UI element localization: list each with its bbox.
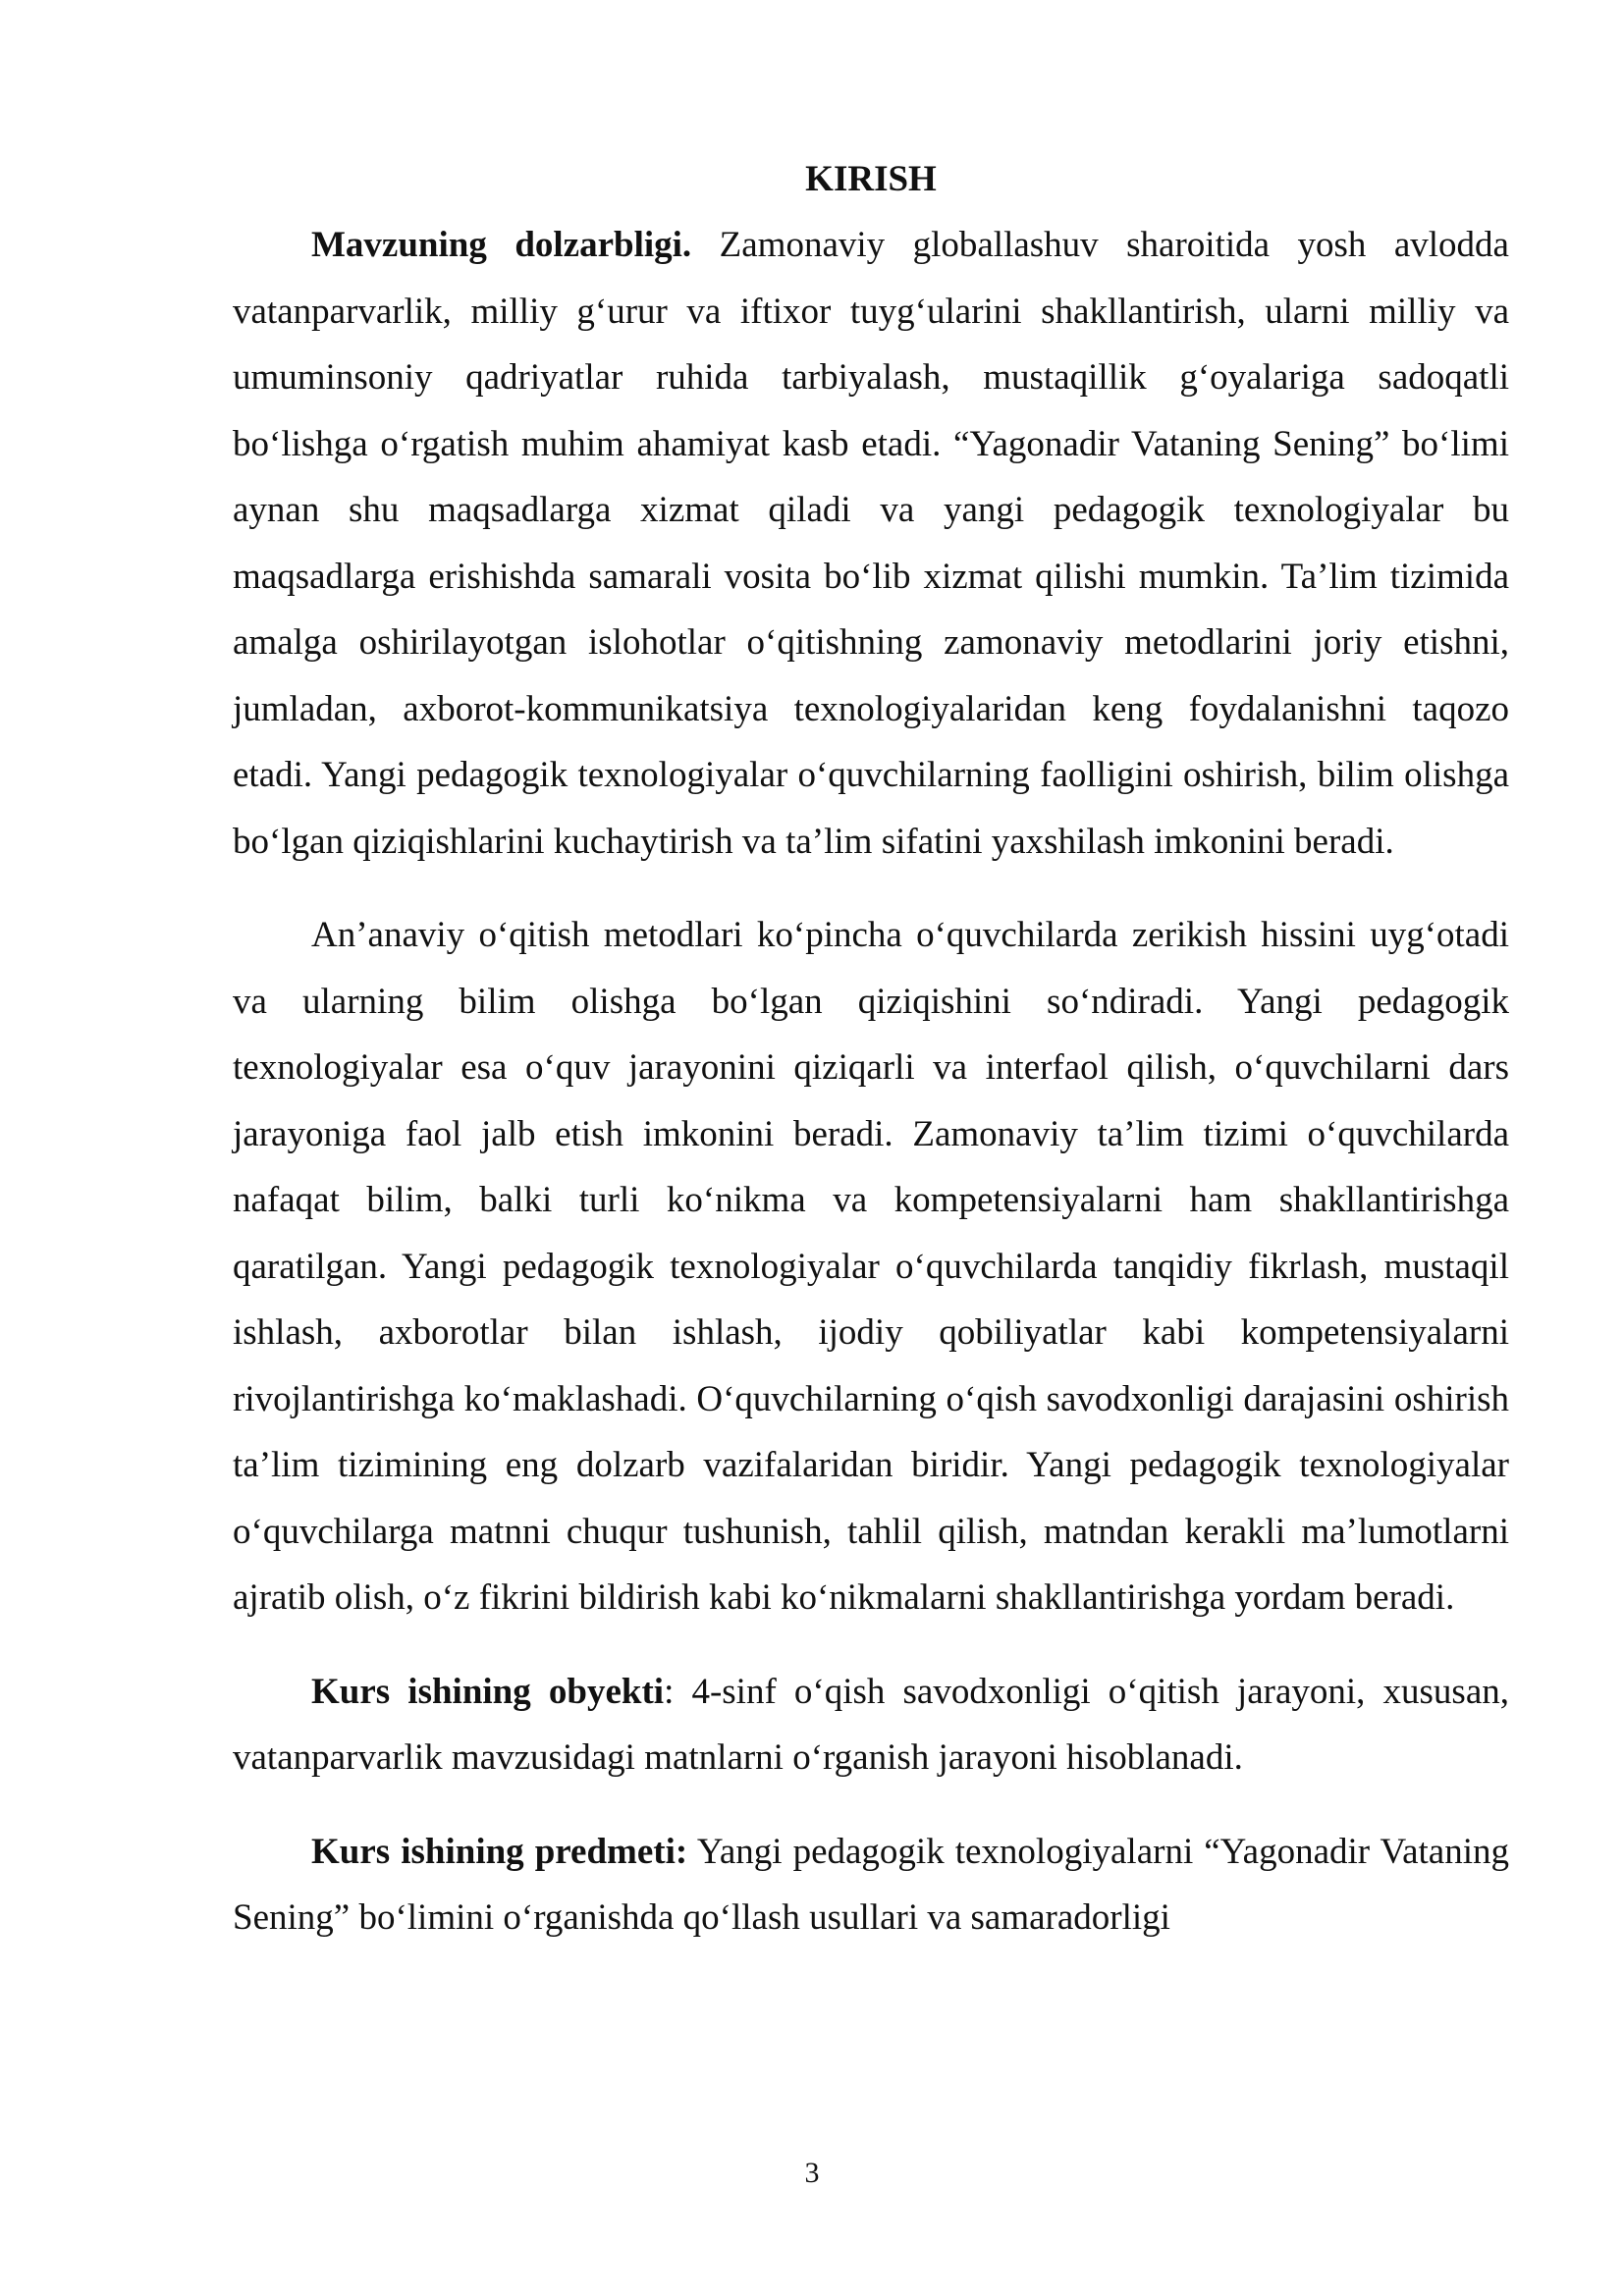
page-content <box>233 147 1509 1951</box>
paragraph-subject <box>233 1819 1509 1951</box>
paragraph-relevance <box>233 212 1509 875</box>
paragraph-lead: Mavzuning dolzarbligi. <box>311 225 692 265</box>
paragraph-text: An’anaviy o‘qitish metodlari ko‘pincha o‘quvchilarda zerikish hissini uyg‘otadi va ularning bilim olishga bo‘lgan qiziqishini so‘ndiradi. Yangi pedagogik texnologiyalar esa o‘quv jarayonini qiziqarli va interfaol qilish, o‘quvchilarni dars jarayoniga faol jalb etish imkonini beradi. Zamonaviy ta’lim tizimi o‘quvchilarda nafaqat bilim, balki turli ko‘nikma va kompetensiyalarni ham shakllantirishga qaratilgan. Yangi pedagogik texnologiyalar o‘quvchilarda tanqidiy fikrlash, mustaqil ishlash, axborotlar bilan ishlash, ijodiy qobiliyatlar kabi kompetensiyalarni rivojlantirishga ko‘maklashadi. O‘quvchilarning o‘qish savodxonligi darajasini oshirish ta’lim tizimining eng dolzarb vazifalaridan biridir. Yangi pedagogik texnologiyalar o‘quvchilarga matnni chuqur tushunish, tahlil qilish, matndan kerakli ma’lumotlarni ajratib olish, o‘z fikrini bildirish kabi ko‘nikmalarni shakllantirishga yordam beradi. <box>233 915 1509 1618</box>
page-number: 3 <box>804 2157 820 2189</box>
paragraph-text: : 4-sinf o‘qish savodxonligi o‘qitish jarayoni, xususan, vatanparvarlik mavzusidagi matnlarni o‘rganish jarayoni hisoblanadi. <box>233 1671 1509 1778</box>
paragraph-lead: Kurs ishining predmeti: <box>311 1831 688 1872</box>
paragraph-traditional-methods <box>233 902 1509 1631</box>
paragraph-text: Yangi pedagogik texnologiyalarni “Yagonadir Vataning Sening” bo‘limini o‘rganishda qo‘llash usullari va samaradorligi <box>233 1831 1510 1938</box>
paragraph-object <box>233 1659 1509 1791</box>
paragraph-text: Zamonaviy globallashuv sharoitida yosh avlodda vatanparvarlik, milliy g‘urur va iftixor tuyg‘ularini shakllantirish, ularni milliy va umuminsoniy qadriyatlar ruhida tarbiyalash, mustaqillik g‘oyalariga sadoqatli bo‘lishga o‘rgatish muhim ahamiyat kasb etadi. “Yagonadir Vataning Sening” bo‘limi aynan shu maqsadlarga xizmat qiladi va yangi pedagogik texnologiyalar bu maqsadlarga erishishda samarali vosita bo‘lib xizmat qilishi mumkin. Ta’lim tizimida amalga oshirilayotgan islohotlar o‘qitishning zamonaviy metodlarini joriy etishni, jumladan, axborot-kommunikatsiya texnologiyalaridan keng foydalanishni taqozo etadi. Yangi pedagogik texnologiyalar o‘quvchilarning faolligini oshirish, bilim olishga bo‘lgan qiziqishlarini kuchaytirish va ta’lim sifatini yaxshilash imkonini beradi. <box>233 225 1509 862</box>
section-title: KIRISH <box>805 159 937 199</box>
paragraph-lead: Kurs ishining obyekti <box>311 1671 665 1712</box>
